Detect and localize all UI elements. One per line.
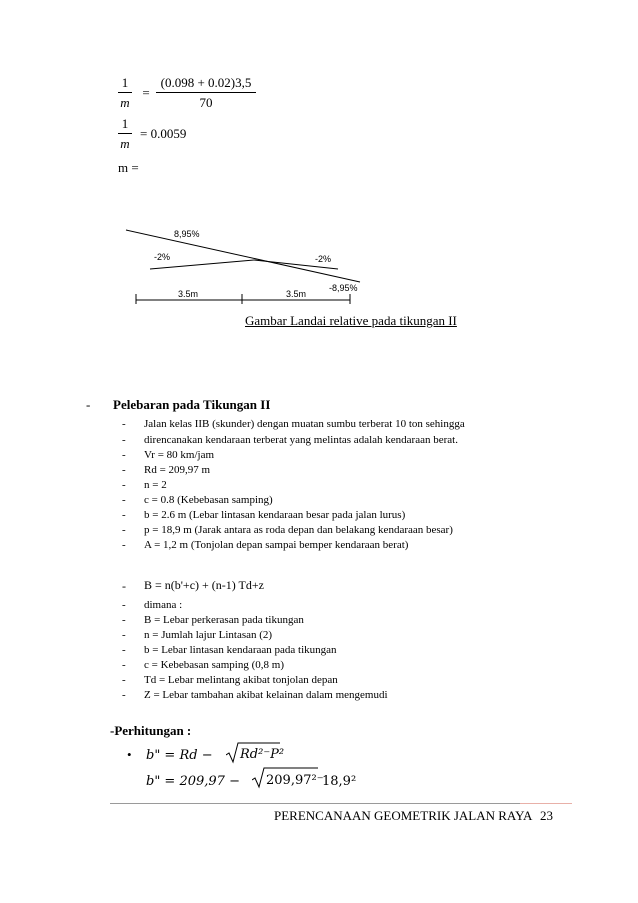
eq2-fraction-bar	[118, 133, 132, 134]
figure-caption: Gambar Landai relative pada tikungan II	[245, 313, 457, 328]
eq1-rhs-bar	[156, 92, 256, 93]
calc-line1-prefix: b" = Rd −	[146, 748, 213, 763]
list-item: A = 1,2 m (Tonjolan depan sampai bemper kendaraan berat)	[144, 539, 409, 551]
footer-divider-accent	[520, 803, 572, 804]
eq1-numerator: 1	[121, 75, 129, 90]
eq1-equals: =	[142, 85, 150, 100]
list-item: b = Lebar lintasan kendaraan pada tikungan	[144, 644, 337, 656]
calc-line2-suffix: 18,9²	[322, 774, 357, 789]
eq2-numerator: 1	[121, 116, 129, 131]
section1-dash: -	[86, 397, 91, 412]
eq2-denominator: m	[120, 136, 130, 151]
eq1-fraction-bar	[118, 92, 132, 93]
dimension-left-label: 3.5m	[178, 289, 199, 299]
list-item: Td = Lebar melintang akibat tonjolan depan	[144, 674, 338, 686]
list-item: dimana :	[144, 599, 183, 611]
bullet-icon: •	[127, 747, 132, 762]
calc-line1-radicand: Rd²⁻P²	[240, 747, 285, 762]
dimension-right-label: 3.5m	[286, 289, 307, 299]
eq1-denominator: m	[120, 95, 130, 110]
section1-heading: Pelebaran pada Tikungan II	[113, 397, 271, 412]
list-item: Z = Lebar tambahan akibat kelainan dalam mengemudi	[144, 689, 388, 701]
list-item: p = 18,9 m (Jarak antara as roda depan dan belakang kendaraan besar)	[144, 524, 453, 536]
footer-divider	[110, 803, 570, 804]
page-number: 23	[540, 808, 553, 823]
list-item: c = Kebebasan samping (0,8 m)	[144, 659, 284, 671]
list-item: b = 2.6 m (Lebar lintasan kendaraan besar pada jalan lurus)	[144, 509, 406, 521]
label-bottom-right: -8,95%	[329, 283, 358, 293]
list-item: Rd = 209,97 m	[144, 464, 211, 476]
width-formula: B = n(b'+c) + (n-1) Td+z	[144, 578, 264, 592]
list-item: B = Lebar perkerasan pada tikungan	[144, 614, 304, 626]
list-item: Vr = 80 km/jam	[144, 449, 215, 461]
list-item: direncanakan kendaraan terberat yang melintas adalah kendaraan berat.	[144, 434, 458, 446]
calc-line2-radicand: 209,97²⁻	[266, 773, 324, 788]
calc-line2-prefix: b" = 209,97 −	[146, 774, 240, 789]
list-item: Jalan kelas IIB (skunder) dengan muatan sumbu terberat 10 ton sehingga	[144, 418, 465, 430]
label-top-left: 8,95%	[174, 229, 200, 239]
label-right-slope: -2%	[315, 254, 332, 264]
list-item: n = 2	[144, 479, 167, 491]
eq1-rhs-denominator: 70	[199, 95, 213, 110]
eq2-rhs: = 0.0059	[140, 126, 187, 141]
label-left-slope: -2%	[154, 252, 171, 262]
eq1-rhs-numerator: (0.098 + 0.02)3,5	[160, 75, 252, 90]
list-item: c = 0.8 (Kebebasan samping)	[144, 494, 273, 506]
eq3: m =	[118, 160, 139, 175]
list-item: n = Jumlah lajur Lintasan (2)	[144, 629, 273, 641]
footer-title: PERENCANAAN GEOMETRIK JALAN RAYA	[274, 808, 533, 823]
calculation-heading: -Perhitungan :	[110, 723, 192, 738]
